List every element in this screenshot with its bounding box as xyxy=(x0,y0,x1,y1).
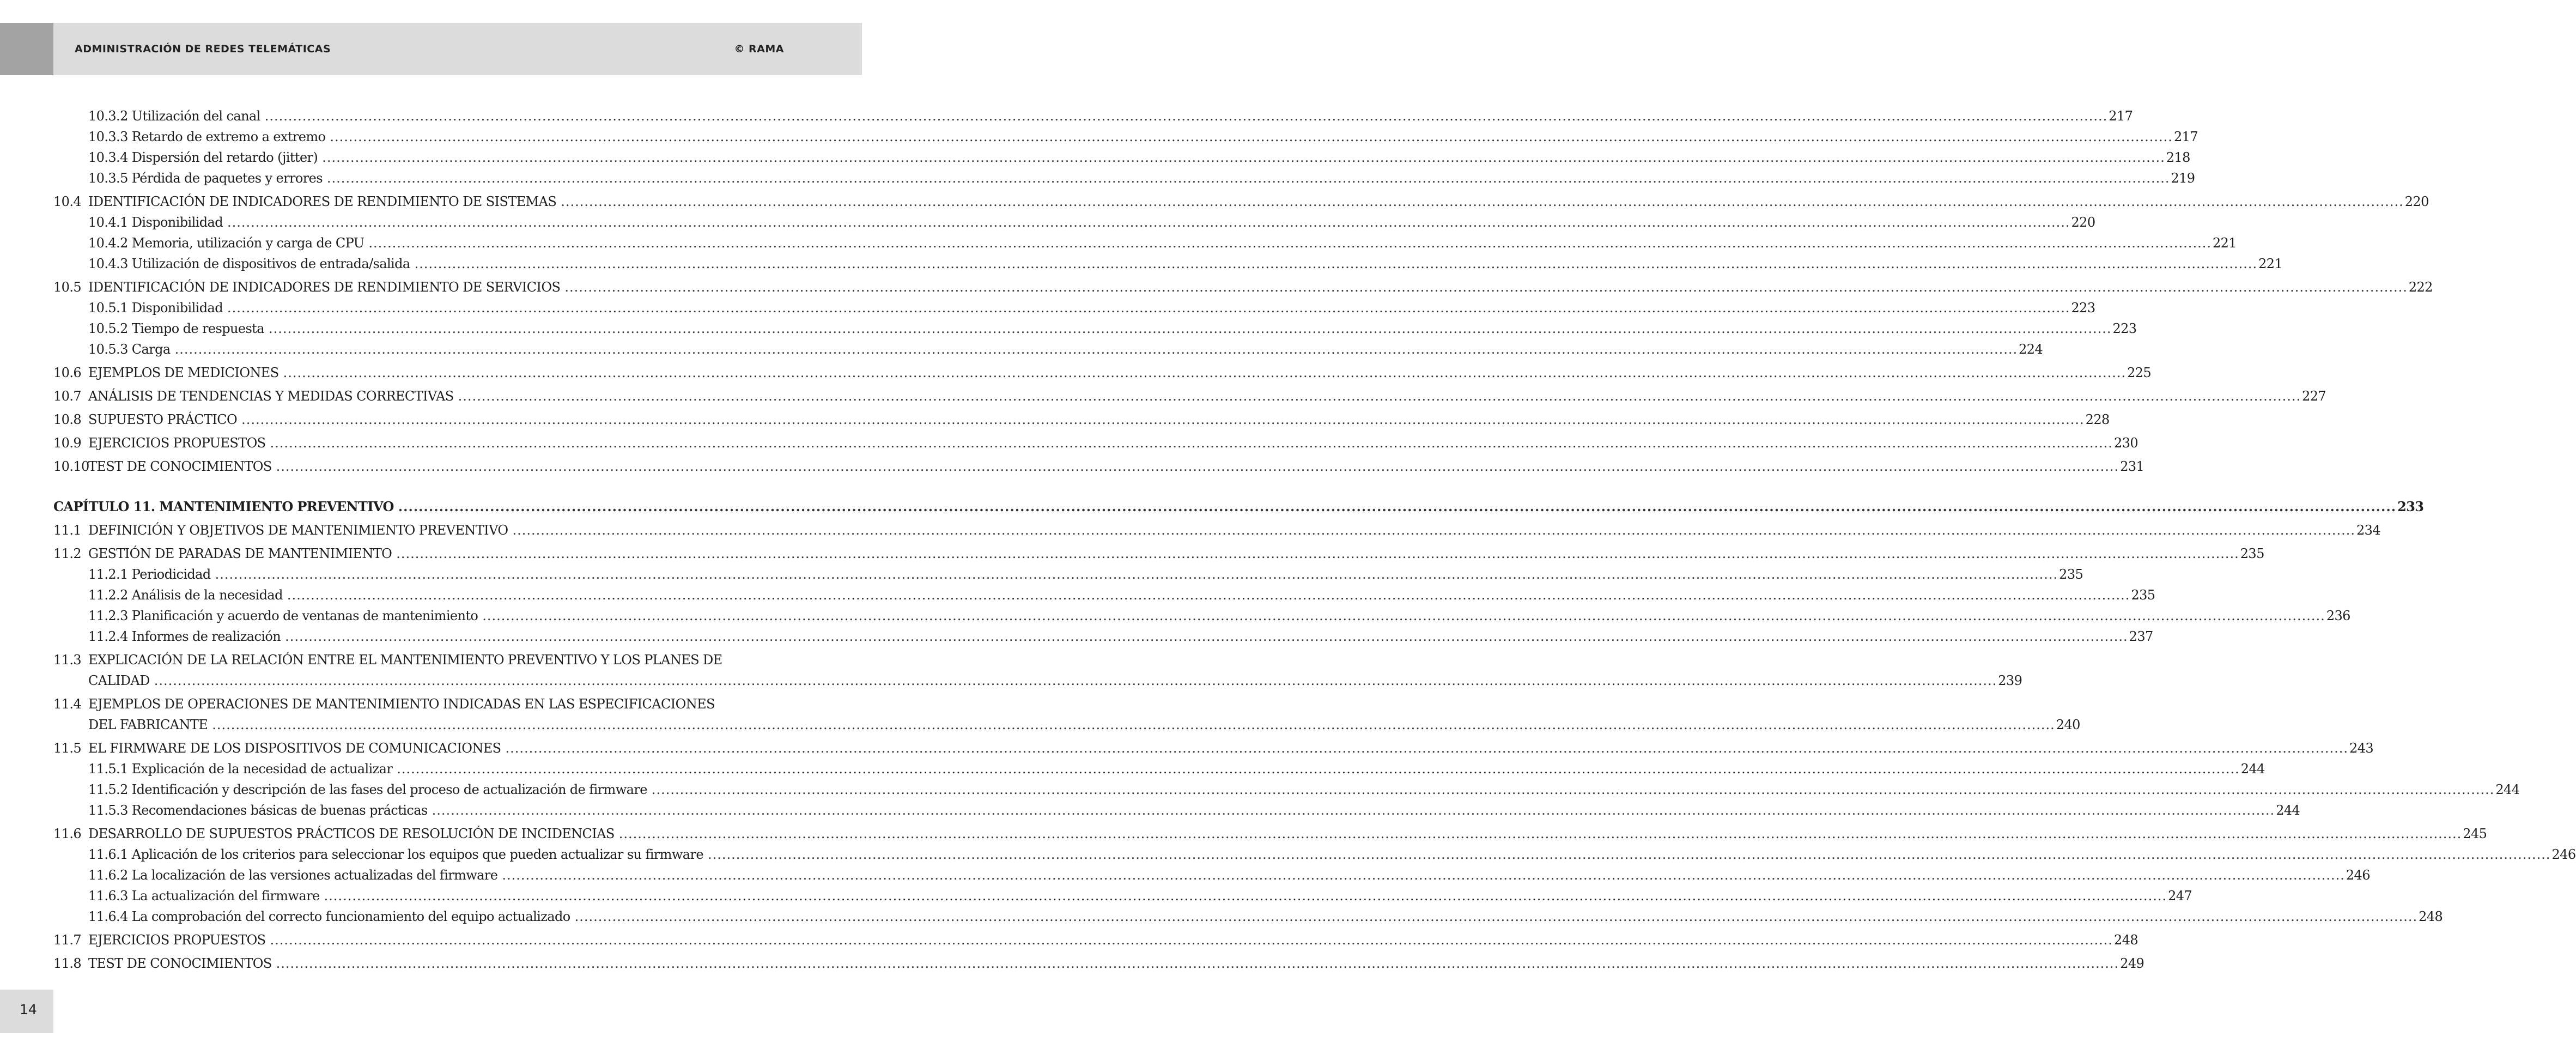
toc-entry[interactable] xyxy=(53,106,2133,126)
toc-entry-page: 235 xyxy=(2131,587,2155,603)
toc-dot-leader xyxy=(154,670,1997,691)
toc-dot-leader xyxy=(215,564,2058,585)
toc-entry-title: 10.4.2 Memoria, utilización y carga de CPU xyxy=(88,235,364,251)
toc-entry[interactable] xyxy=(53,930,2138,950)
toc-dot-leader xyxy=(708,844,2551,865)
toc-entry[interactable] xyxy=(53,253,2283,274)
toc-entry[interactable] xyxy=(53,339,2043,360)
toc-entry-title: 11.6.3 La actualización del firmware xyxy=(88,888,320,904)
toc-entry-title-line-2: DEL FABRICANTE xyxy=(88,717,208,732)
toc-dot-leader xyxy=(322,147,2165,168)
toc-entry-title-line-1: EJEMPLOS DE OPERACIONES DE MANTENIMIENTO INDICADAS EN LAS ESPECIFICACIONES xyxy=(88,696,715,712)
toc-entry-number: 10.4 xyxy=(53,194,82,209)
toc-entry[interactable] xyxy=(53,886,2192,906)
toc-dot-leader xyxy=(227,298,2070,318)
page-number: 14 xyxy=(20,1002,37,1017)
toc-dot-leader xyxy=(241,409,2085,430)
toc-entry-title: 11.2.4 Informes de realización xyxy=(88,629,281,644)
toc-dot-leader xyxy=(270,930,2113,950)
header-accent-block xyxy=(0,23,53,75)
toc-entry-title: 10.3.3 Retardo de extremo a extremo xyxy=(88,129,326,144)
toc-entry[interactable] xyxy=(53,362,2152,383)
toc-entry-number: 11.1 xyxy=(53,523,82,538)
toc-dot-leader xyxy=(432,800,2275,821)
toc-entry[interactable] xyxy=(53,386,2326,407)
toc-dot-leader xyxy=(502,865,2345,886)
toc-entry-title: 10.4.3 Utilización de dispositivos de entrada/salida xyxy=(88,256,410,271)
toc-entry-page: 228 xyxy=(2085,412,2110,427)
toc-entry-page: 223 xyxy=(2071,300,2095,316)
toc-entry-title: 10.4.1 Disponibilidad xyxy=(88,215,223,230)
toc-entry-title: 11.5.3 Recomendaciones básicas de buenas prácticas xyxy=(88,803,428,818)
toc-entry-number: 11.8 xyxy=(53,956,82,971)
toc-entry-title: 11.2.3 Planificación y acuerdo de ventanas de mantenimiento xyxy=(88,608,478,623)
toc-entry-11-3[interactable] xyxy=(53,650,2022,691)
toc-entry-page: 219 xyxy=(2171,171,2195,186)
toc-entry-number: 10.10 xyxy=(53,459,89,474)
toc-entry-title: IDENTIFICACIÓN DE INDICADORES DE RENDIMIENTO DE SERVICIOS xyxy=(88,280,561,295)
toc-entry[interactable] xyxy=(53,844,2576,865)
toc-entry[interactable] xyxy=(53,212,2095,233)
toc-entry-title: 11.6.4 La comprobación del correcto funcionamiento del equipo actualizado xyxy=(88,909,570,924)
toc-dot-leader xyxy=(652,779,2495,800)
toc-dot-leader xyxy=(269,318,2112,339)
toc-entry-page: 224 xyxy=(2019,342,2043,357)
toc-dot-leader xyxy=(175,339,2018,360)
toc-entry-page: 217 xyxy=(2173,129,2198,144)
toc-dot-leader xyxy=(276,456,2119,477)
toc-entry[interactable] xyxy=(53,147,2190,168)
toc-entry[interactable] xyxy=(53,543,2264,564)
toc-entry-number: 11.6 xyxy=(53,826,82,841)
toc-entry-page: 239 xyxy=(1998,673,2022,688)
toc-entry[interactable] xyxy=(53,298,2095,318)
toc-entry-title-line-2: CALIDAD xyxy=(88,673,150,688)
toc-entry-page: 236 xyxy=(2326,608,2350,623)
toc-chapter-title: CAPÍTULO 11. MANTENIMIENTO PREVENTIVO xyxy=(53,499,394,514)
toc-entry-page: 243 xyxy=(2349,741,2374,756)
toc-entry-page: 248 xyxy=(2114,932,2138,948)
toc-entry-page: 217 xyxy=(2109,108,2133,124)
toc-dot-leader xyxy=(512,520,2355,541)
toc-entry-title: EL FIRMWARE DE LOS DISPOSITIVOS DE COMUNICACIONES xyxy=(88,741,501,756)
toc-entry[interactable] xyxy=(53,800,2300,821)
toc-entry[interactable] xyxy=(53,409,2110,430)
toc-entry[interactable] xyxy=(53,520,2380,541)
toc-entry-number: 11.5 xyxy=(53,741,82,756)
toc-entry-11-4[interactable] xyxy=(53,694,2080,735)
toc-entry-title: 11.2.2 Análisis de la necesidad xyxy=(88,587,283,603)
toc-entry-page: 237 xyxy=(2129,629,2153,644)
toc-entry-title: GESTIÓN DE PARADAS DE MANTENIMIENTO xyxy=(88,546,392,561)
toc-entry-title: IDENTIFICACIÓN DE INDICADORES DE RENDIMIENTO DE SISTEMAS xyxy=(88,194,557,209)
toc-entry-title: 10.5.2 Tiempo de respuesta xyxy=(88,321,264,336)
toc-entry-title: 10.3.4 Dispersión del retardo (jitter) xyxy=(88,150,318,165)
toc-entry[interactable] xyxy=(53,126,2198,147)
toc-dot-leader xyxy=(285,626,2128,647)
toc-entry-number: 10.7 xyxy=(53,389,82,404)
toc-group-before xyxy=(53,106,2433,647)
toc-dot-leader xyxy=(619,823,2462,844)
toc-entry-title: EJERCICIOS PROPUESTOS xyxy=(88,435,266,451)
toc-dot-leader xyxy=(227,212,2070,233)
toc-entry[interactable] xyxy=(53,823,2487,844)
toc-entry-title: 11.6.1 Aplicación de los criterios para seleccionar los equipos que pueden actualizar su firmware xyxy=(88,847,703,862)
toc-entry-page: 244 xyxy=(2495,782,2520,797)
toc-entry-page: 235 xyxy=(2059,567,2083,582)
toc-entry-title: SUPUESTO PRÁCTICO xyxy=(88,412,238,427)
header-publisher: © RAMA xyxy=(734,43,784,55)
toc-entry-page: 220 xyxy=(2071,215,2095,230)
toc-dot-leader xyxy=(270,433,2113,453)
toc-entry[interactable] xyxy=(53,953,2144,974)
toc-entry-page: 223 xyxy=(2112,321,2137,336)
toc-dot-leader xyxy=(368,233,2212,253)
toc-entry-title: EJEMPLOS DE MEDICIONES xyxy=(88,365,279,380)
toc-entry-page: 218 xyxy=(2166,150,2190,165)
toc-dot-leader xyxy=(564,277,2408,298)
toc-entry-number: 10.6 xyxy=(53,365,82,380)
toc-entry-page: 230 xyxy=(2114,435,2138,451)
toc-entry-number: 10.9 xyxy=(53,435,82,451)
toc-entry-title: 11.5.1 Explicación de la necesidad de actualizar xyxy=(88,761,393,777)
toc-entry-title: 11.2.1 Periodicidad xyxy=(88,567,211,582)
toc-entry-page: 225 xyxy=(2127,365,2152,380)
toc-entry-title: 11.5.2 Identificación y descripción de las fases del proceso de actualización de firmware xyxy=(88,782,647,797)
toc-entry[interactable] xyxy=(53,564,2083,585)
toc-entry[interactable] xyxy=(53,738,2374,759)
toc-entry-title: TEST DE CONOCIMIENTOS xyxy=(88,956,272,971)
toc-entry-number: 11.2 xyxy=(53,546,82,561)
toc-entry-page: 244 xyxy=(2240,761,2265,777)
toc-entry[interactable] xyxy=(53,865,2370,886)
toc-entry-page: 233 xyxy=(2397,499,2424,514)
toc-entry-title: EJERCICIOS PROPUESTOS xyxy=(88,932,266,948)
toc-dot-leader xyxy=(283,362,2127,383)
toc-group-after xyxy=(53,738,2576,974)
toc-dot-leader xyxy=(506,738,2349,759)
toc-entry[interactable] xyxy=(53,277,2433,298)
toc-entry-page: 221 xyxy=(2258,256,2283,271)
toc-entry[interactable] xyxy=(53,906,2443,927)
toc-entry[interactable] xyxy=(53,191,2429,212)
toc-dot-leader xyxy=(396,543,2239,564)
toc-entry-page: 220 xyxy=(2404,194,2429,209)
toc-entry[interactable] xyxy=(53,496,2424,517)
toc-entry-number: 10.8 xyxy=(53,412,82,427)
toc-dot-leader xyxy=(327,168,2170,189)
toc-entry-page: 244 xyxy=(2276,803,2300,818)
toc-entry[interactable] xyxy=(53,605,2350,626)
toc-entry-page: 240 xyxy=(2056,717,2080,732)
toc-dot-leader xyxy=(330,126,2173,147)
toc-entry-page: 227 xyxy=(2302,389,2326,404)
toc-entry-page: 248 xyxy=(2419,909,2443,924)
toc-entry-title: 10.3.5 Pérdida de paquetes y errores xyxy=(88,171,323,186)
toc-entry[interactable] xyxy=(53,626,2153,647)
toc-entry-title: 11.6.2 La localización de las versiones actualizadas del firmware xyxy=(88,868,498,883)
toc-entry-page: 247 xyxy=(2168,888,2192,904)
toc-entry-page: 246 xyxy=(2346,868,2370,883)
toc-dot-leader xyxy=(415,253,2258,274)
toc-entry[interactable] xyxy=(53,779,2520,800)
toc-entry[interactable] xyxy=(53,168,2195,189)
toc-entry-number: 11.3 xyxy=(53,652,82,668)
toc-entry[interactable] xyxy=(53,433,2138,453)
toc-entry-number: 11.7 xyxy=(53,932,82,948)
toc-entry[interactable] xyxy=(53,233,2237,253)
toc-dot-leader xyxy=(276,953,2119,974)
toc-entry-title: 10.5.3 Carga xyxy=(88,342,171,357)
toc-dot-leader xyxy=(324,886,2167,906)
toc-entry-page: 245 xyxy=(2463,826,2487,841)
toc-dot-leader xyxy=(397,759,2240,779)
toc-entry[interactable] xyxy=(53,456,2144,477)
table-of-contents xyxy=(53,106,2576,974)
toc-entry-title: ANÁLISIS DE TENDENCIAS Y MEDIDAS CORRECTIVAS xyxy=(88,389,454,404)
toc-entry-title-line-1: EXPLICACIÓN DE LA RELACIÓN ENTRE EL MANTENIMIENTO PREVENTIVO Y LOS PLANES DE xyxy=(88,652,722,668)
toc-dot-leader xyxy=(212,714,2055,735)
toc-entry-page: 221 xyxy=(2212,235,2237,251)
toc-entry-title: TEST DE CONOCIMIENTOS xyxy=(88,459,272,474)
toc-entry-page: 231 xyxy=(2120,459,2144,474)
toc-dot-leader xyxy=(575,906,2418,927)
toc-entry-title: 10.5.1 Disponibilidad xyxy=(88,300,223,316)
toc-entry-page: 235 xyxy=(2240,546,2264,561)
toc-entry-page: 249 xyxy=(2120,956,2144,971)
toc-dot-leader xyxy=(482,605,2325,626)
toc-entry-number: 11.4 xyxy=(53,696,82,712)
toc-entry-title: 10.3.2 Utilización del canal xyxy=(88,108,260,124)
toc-entry-page: 246 xyxy=(2551,847,2576,862)
toc-dot-leader xyxy=(398,496,2396,517)
toc-dot-leader xyxy=(561,191,2404,212)
toc-entry-title: DEFINICIÓN Y OBJETIVOS DE MANTENIMIENTO PREVENTIVO xyxy=(88,523,508,538)
toc-entry[interactable] xyxy=(53,585,2155,605)
toc-entry-number: 10.5 xyxy=(53,280,82,295)
header-book-title: ADMINISTRACIÓN DE REDES TELEMÁTICAS xyxy=(75,43,331,55)
toc-entry[interactable] xyxy=(53,318,2137,339)
toc-dot-leader xyxy=(287,585,2130,605)
toc-entry-title: DESARROLLO DE SUPUESTOS PRÁCTICOS DE RESOLUCIÓN DE INCIDENCIAS xyxy=(88,826,615,841)
toc-entry[interactable] xyxy=(53,759,2265,779)
toc-entry-page: 234 xyxy=(2356,523,2380,538)
toc-dot-leader xyxy=(458,386,2301,407)
toc-dot-leader xyxy=(265,106,2108,126)
toc-entry-page: 222 xyxy=(2408,280,2433,295)
